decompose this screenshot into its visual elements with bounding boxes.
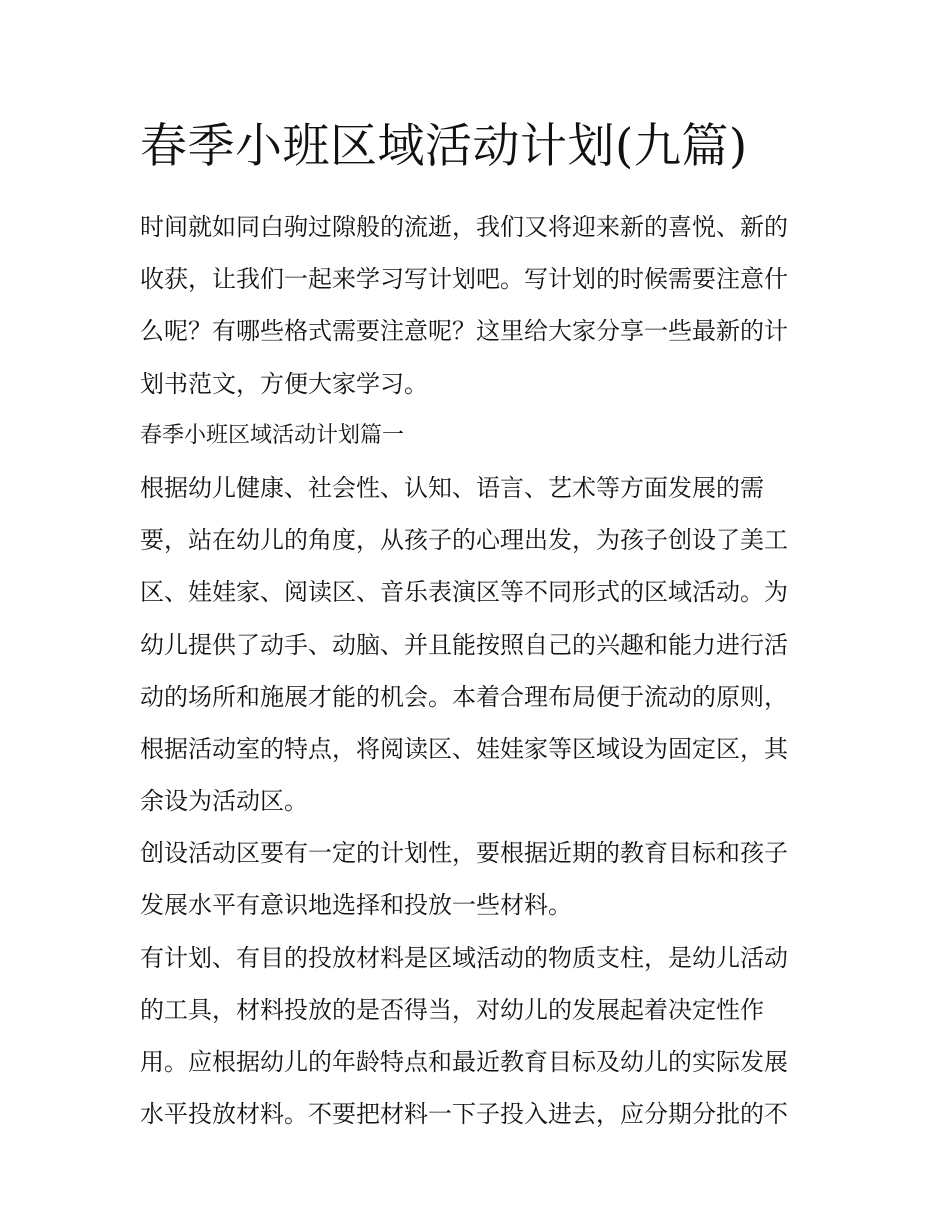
section-heading: 春季小班区域活动计划篇一 — [140, 422, 405, 448]
body-line: 用。应根据幼儿的年龄特点和最近教育目标及幼儿的实际发展 — [140, 1048, 788, 1076]
document-body — [140, 201, 816, 1140]
body-line: 时间就如同白驹过隙般的流逝，我们又将迎来新的喜悦、新的 — [140, 213, 788, 241]
body-line: 根据幼儿健康、社会性、认知、语言、艺术等方面发展的需 — [140, 473, 764, 502]
body-line: 根据活动室的特点，将阅读区、娃娃家等区域设为固定区，其 — [140, 734, 788, 763]
document-title: 春季小班区域活动计划(九篇) — [140, 119, 748, 174]
body-line: 有计划、有目的投放材料是区域活动的物质支柱，是幼儿活动 — [140, 943, 788, 972]
body-line: 的工具，材料投放的是否得当，对幼儿的发展起着决定性作 — [140, 995, 764, 1024]
body-line: 要，站在幼儿的角度，从孩子的心理出发，为孩子创设了美工 — [140, 526, 788, 555]
body-line: 余设为活动区。 — [140, 787, 308, 816]
body-line: 发展水平有意识地选择和投放一些材料。 — [140, 891, 572, 920]
body-line: 幼儿提供了动手、动脑、并且能按照自己的兴趣和能力进行活 — [140, 630, 788, 659]
body-line: 收获，让我们一起来学习写计划吧。写计划的时候需要注意什 — [140, 265, 788, 294]
document-content — [140, 112, 816, 1140]
body-line: 创设活动区要有一定的计划性，要根据近期的教育目标和孩子 — [140, 839, 788, 868]
body-line: 么呢？有哪些格式需要注意呢？这里给大家分享一些最新的计 — [140, 317, 788, 346]
body-line: 水平投放材料。不要把材料一下子投入进去，应分期分批的不 — [140, 1100, 788, 1129]
body-line: 划书范文，方便大家学习。 — [140, 369, 428, 398]
body-line: 动的场所和施展才能的机会。本着合理布局便于流动的原则， — [140, 682, 788, 711]
body-line: 区、娃娃家、阅读区、音乐表演区等不同形式的区域活动。为 — [140, 578, 788, 607]
